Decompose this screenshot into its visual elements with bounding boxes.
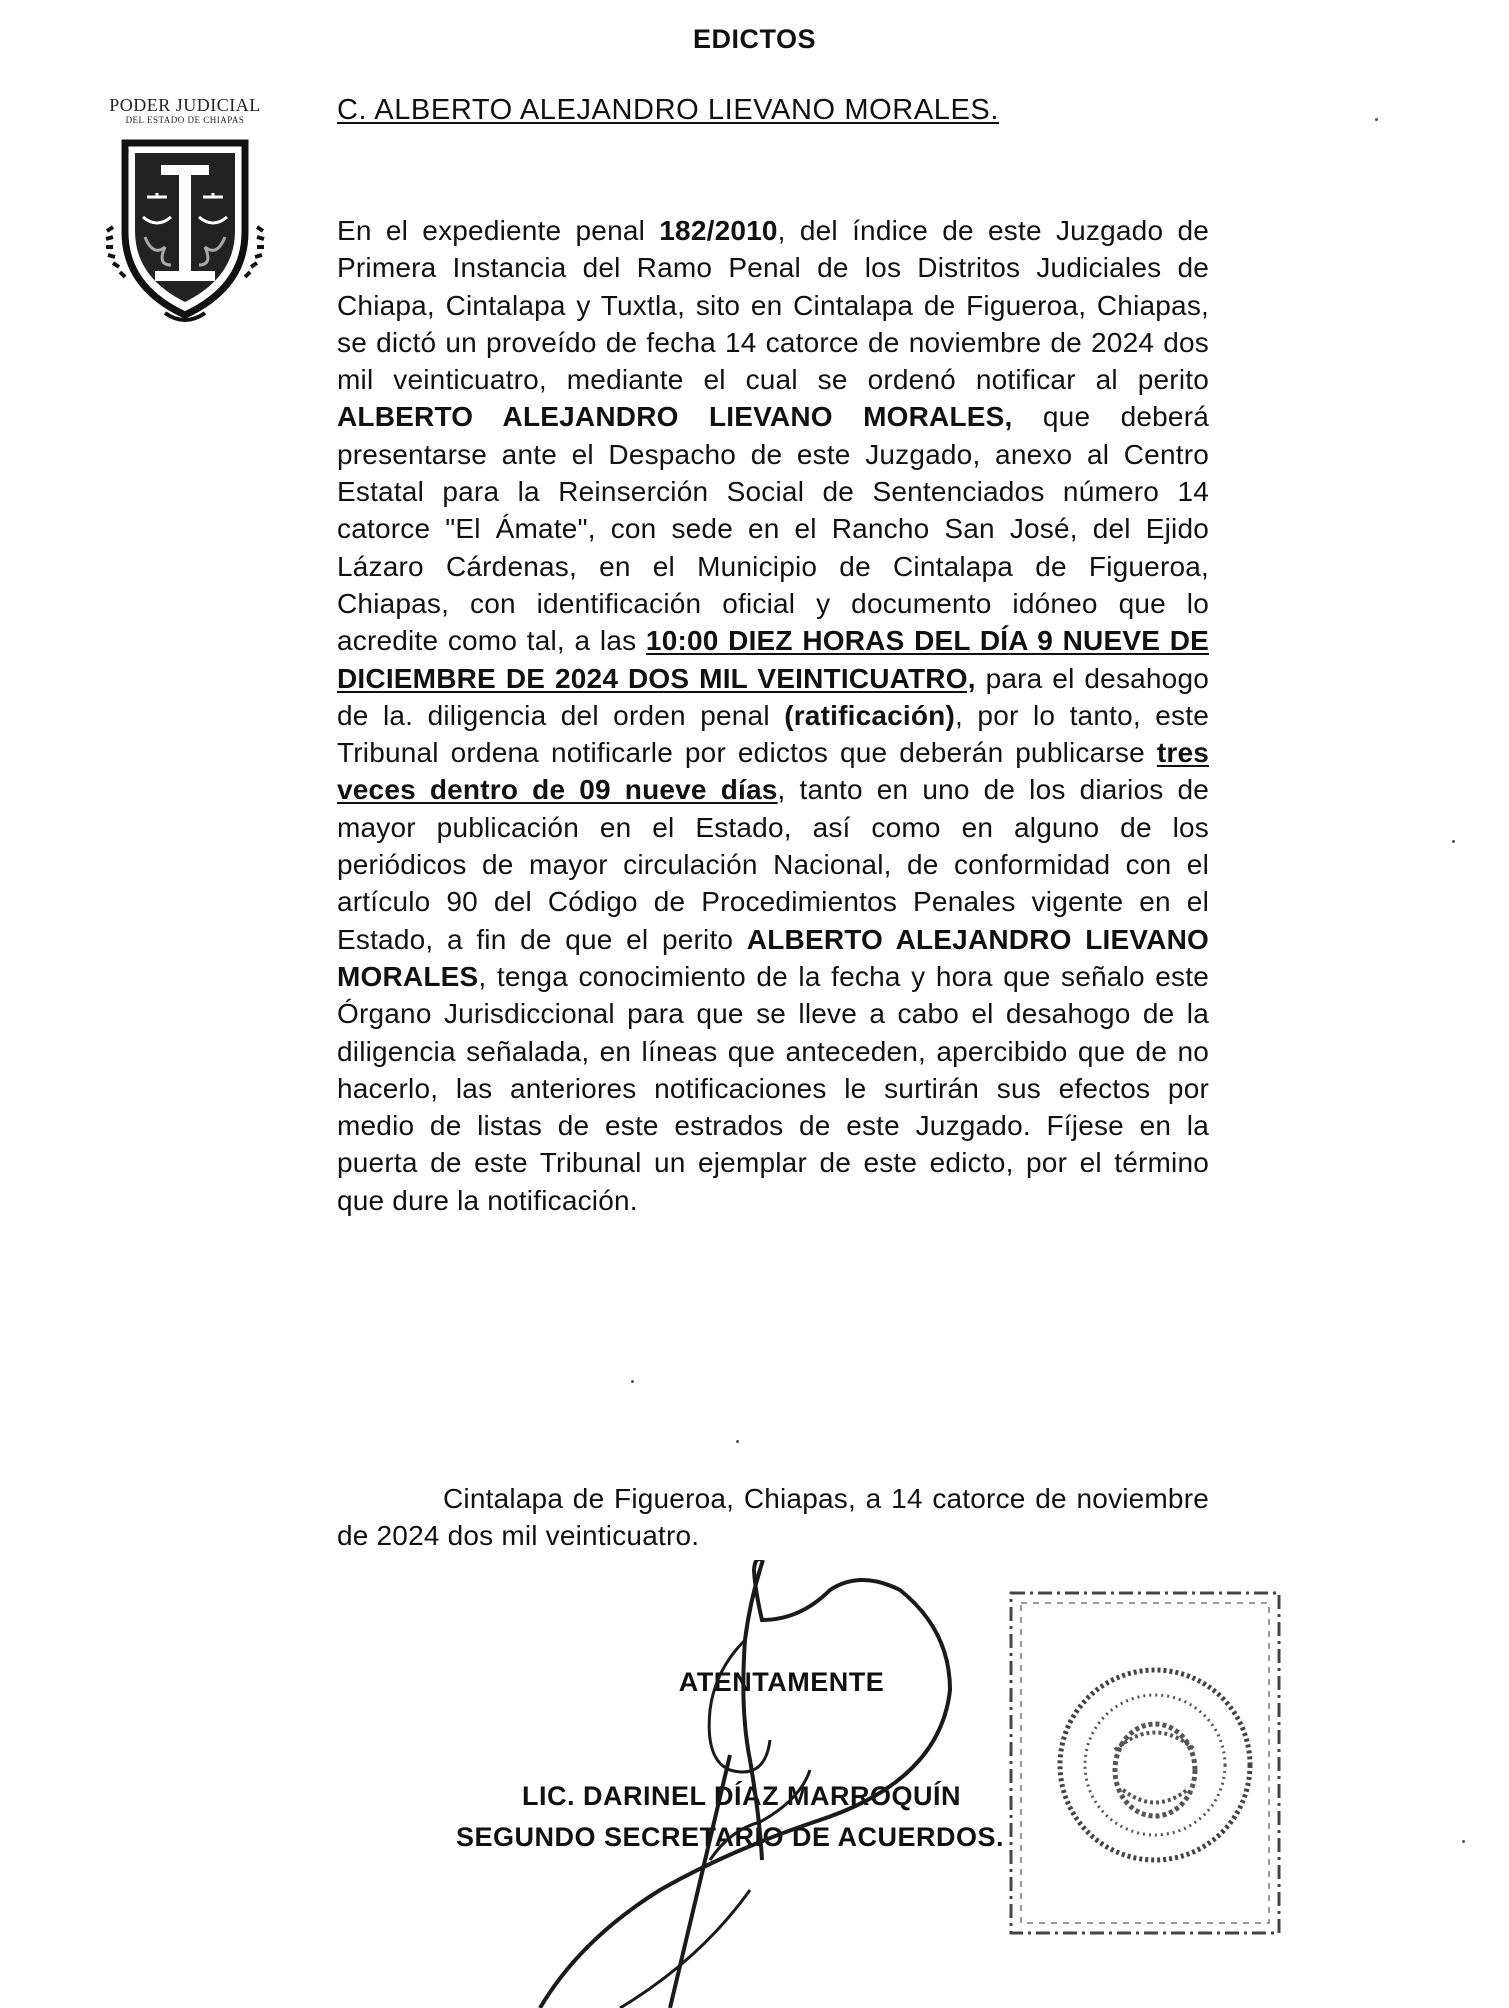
scan-speck — [631, 1380, 634, 1383]
scan-speck — [736, 1440, 739, 1443]
scan-speck — [1375, 118, 1378, 121]
publication-frequency: tres veces dentro de 09 nueve días — [337, 737, 1209, 806]
document-title: EDICTOS — [692, 24, 817, 54]
body-text-5: , por lo tanto, este Tribunal ordena notificarle por edictos que deberán publicarse — [337, 699, 1209, 769]
place-and-date: Cintalapa de Figueroa, Chiapas, a 14 catorce de noviembre de 2024 dos mil veinticuatro. — [337, 1483, 1209, 1552]
signer-name: LIC. DARINEL DÍAZ MARROQUÍN — [522, 1781, 961, 1811]
logo-line-1: PODER JUDICIAL — [109, 95, 261, 115]
diligence-type: (ratificación) — [784, 699, 956, 731]
edict-body — [337, 212, 1209, 1219]
body-text-6: , tanto en uno de los diarios de mayor publicación en el Estado, así como en alguno de los periódicos de mayor circulación Nacional, de conformidad con el artículo 90 del Código de Procedimientos Penales vigente en el Estado, a fin de que el perito — [337, 774, 1209, 955]
expert-name-repeat: ALBERTO ALEJANDRO LIEVANO MORALES — [337, 923, 1209, 992]
body-text-2: , del índice de este Juzgado de Primera Instancia del Ramo Penal de los Distritos Judiciales de Chiapa, Cintalapa y Tuxtla, sito en Cintalapa de Figueroa, Chiapas, se dictó un proveído de fecha 14 catorce de noviembre de 2024 dos mil veinticuatro, mediante el cual se ordenó notificar al perito — [337, 215, 1209, 396]
logo-line-2: DEL ESTADO DE CHIAPAS — [125, 115, 245, 125]
addressee: C. ALBERTO ALEJANDRO LIEVANO MORALES. — [337, 94, 1000, 126]
case-number: 182/2010 — [659, 215, 778, 246]
coat-of-arms-icon — [95, 137, 275, 327]
body-text-3: que deberá presentarse ante el Despacho de este Juzgado, anexo al Centro Estatal para la Reinserción Social de Sentenciados número 14 catorce "El Ámate", con sede en el Rancho San José, del Ejido Lázaro Cárdenas, en el Municipio de Cintalapa de Figueroa, Chiapas, con identificación oficial y documento idóneo que lo acredite como tal, a las — [337, 401, 1209, 657]
body-text-1: En el expediente penal — [337, 215, 660, 246]
expert-name: ALBERTO ALEJANDRO LIEVANO MORALES, — [337, 401, 1013, 433]
body-text-4: para el desahogo de la. diligencia del orden penal — [337, 662, 1210, 731]
hearing-date: 10:00 DIEZ HORAS DEL DÍA 9 NUEVE DE DICIEMBRE DE 2024 DOS MIL VEINTICUATRO, — [337, 625, 1210, 694]
signer-role: SEGUNDO SECRETARIO DE ACUERDOS. — [456, 1822, 1005, 1852]
scan-speck — [1452, 840, 1455, 843]
poder-judicial-logo — [95, 95, 275, 330]
stamp-graphic — [1005, 1585, 1285, 1945]
body-text-7: , tenga conocimiento de la fecha y hora que señalo este Órgano Jurisdiccional para que se lleve a cabo el desahogo de la diligencia señalada, en líneas que anteceden, apercibido que de no hacerlo, las anteriores notificaciones le surtirán sus efectos por medio de listas de este estrados de este Juzgado. Fíjese en la puerta de este Tribunal un ejemplar de este edicto, por el término que dure la notificación. — [337, 960, 1209, 1216]
regards-text: ATENTAMENTE — [678, 1667, 885, 1697]
logo-text — [95, 95, 275, 125]
scan-speck — [1462, 1840, 1465, 1843]
official-stamp — [1005, 1585, 1285, 1945]
